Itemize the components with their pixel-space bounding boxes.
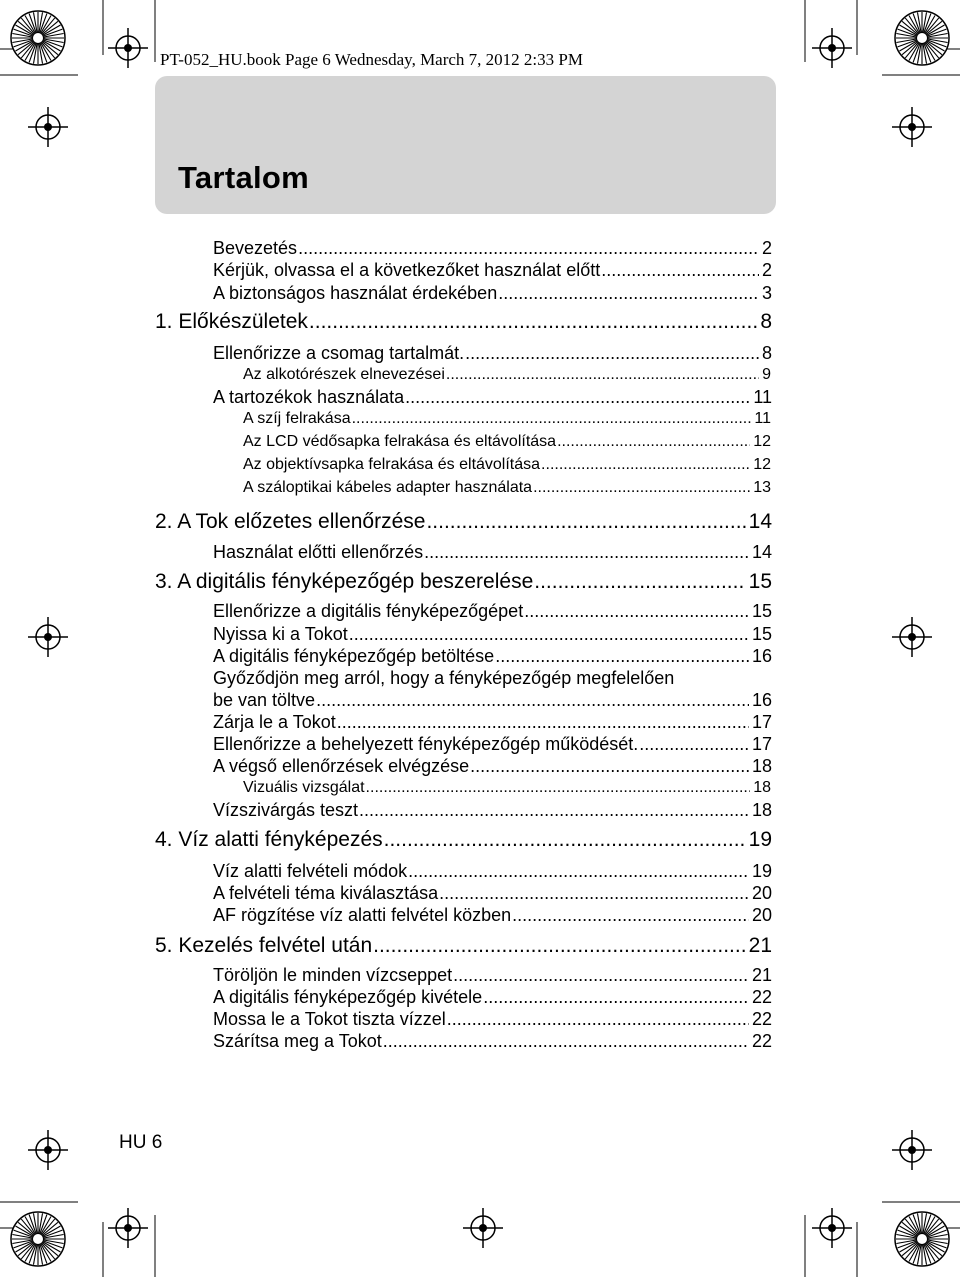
toc-entry-title: A végső ellenőrzések elvégzése: [213, 756, 470, 776]
toc-entry[interactable]: [213, 238, 772, 259]
toc-leader: [453, 965, 749, 986]
registration-dot: [124, 44, 132, 52]
toc-leader: [366, 779, 751, 797]
toc-entry[interactable]: [213, 646, 772, 667]
toc-entry-title: Bevezetés: [213, 238, 298, 258]
toc-leader: [465, 343, 759, 364]
toc-entry-page: 22: [751, 1031, 772, 1051]
toc-subentry[interactable]: [243, 366, 771, 384]
toc-entry[interactable]: [213, 283, 772, 304]
toc-entry[interactable]: [213, 861, 772, 882]
registration-dot: [479, 1224, 487, 1232]
toc-entry-page: 11: [753, 387, 772, 407]
color-target-center: [917, 33, 927, 43]
toc-leader: [483, 987, 749, 1008]
registration-dot: [828, 44, 836, 52]
toc-entry[interactable]: [213, 1009, 772, 1030]
toc-subentry[interactable]: [243, 479, 771, 497]
toc-leader: [316, 690, 749, 711]
toc-entry-title-line1[interactable]: Győződjön meg arról, hogy a fényképezőgép megfelelően: [213, 668, 675, 688]
toc-leader: [352, 410, 752, 428]
toc-entry-page: 22: [751, 987, 772, 1007]
toc-entry-title: AF rögzítése víz alatti felvétel közben: [213, 905, 512, 925]
registration-dot: [908, 633, 916, 641]
toc-entry-page: 17: [751, 712, 772, 732]
color-target-center: [33, 1234, 43, 1244]
toc-leader: [639, 734, 749, 755]
toc-leader: [495, 646, 749, 667]
toc-entry-title: Zárja le a Tokot: [213, 712, 336, 732]
toc-subentry[interactable]: [243, 456, 771, 474]
toc-entry-page: 17: [751, 734, 772, 754]
toc-entry-title: Használat előtti ellenőrzés: [213, 542, 424, 562]
registration-dot: [908, 123, 916, 131]
toc-entry-page: 20: [751, 905, 772, 925]
toc-entry-title: A biztonságos használat érdekében: [213, 283, 498, 303]
color-target-center: [33, 33, 43, 43]
toc-chapter-page: 14: [748, 510, 772, 533]
toc-leader: [298, 238, 759, 259]
toc-leader: [534, 570, 745, 594]
toc-chapter-title: 5. Kezelés felvétel után: [155, 934, 373, 957]
toc-entry-page: 15: [751, 601, 772, 621]
toc-entry[interactable]: [213, 965, 772, 986]
toc-entry-page: 12: [753, 433, 771, 450]
toc-entry[interactable]: [213, 343, 772, 364]
toc-leader: [524, 601, 749, 622]
toc-leader: [337, 712, 749, 733]
toc-entry[interactable]: [213, 905, 772, 926]
toc-subentry[interactable]: [243, 410, 771, 428]
toc-chapter[interactable]: [155, 510, 772, 534]
toc-leader: [533, 479, 750, 497]
toc-chapter[interactable]: [155, 934, 772, 958]
toc-leader: [383, 1031, 749, 1052]
registration-dot: [828, 1224, 836, 1232]
print-header: PT-052_HU.book Page 6 Wednesday, March 7, 2012 2:33 PM: [160, 50, 583, 69]
toc-chapter-page: 21: [748, 934, 772, 957]
toc-subentry[interactable]: [243, 433, 771, 451]
toc-leader: [349, 624, 749, 645]
toc-entry-title: Ellenőrizze a digitális fényképezőgépet: [213, 601, 524, 621]
toc-chapter-title: 1. Előkészületek: [155, 310, 308, 333]
toc-subentry[interactable]: [243, 779, 771, 797]
toc-entry-title: Mossa le a Tokot tiszta vízzel: [213, 1009, 446, 1029]
toc-entry-page: 13: [753, 479, 771, 496]
toc-entry-title: A szíj felrakása: [243, 410, 351, 427]
toc-entry-page: 8: [761, 343, 772, 363]
toc-entry-title: Vizuális vizsgálat: [243, 779, 365, 796]
toc-chapter[interactable]: [155, 310, 772, 334]
toc-leader: [408, 861, 749, 882]
toc-entry-title: Vízszivárgás teszt: [213, 800, 359, 820]
toc-entry[interactable]: [213, 756, 772, 777]
toc-entry[interactable]: [213, 601, 772, 622]
registration-dot: [44, 123, 52, 131]
toc-entry-title: A tartozékok használata: [213, 387, 405, 407]
toc-entry[interactable]: [213, 800, 772, 821]
toc-entry-page: 22: [751, 1009, 772, 1029]
toc-entry-page: 18: [753, 779, 771, 796]
toc-entry-page: 19: [751, 861, 772, 881]
toc-entry-title-line2: be van töltve: [213, 690, 316, 710]
toc-leader: [601, 260, 759, 281]
toc-entry-page: 20: [751, 883, 772, 903]
toc-entry-page: 16: [751, 690, 772, 710]
toc-leader: [424, 542, 749, 563]
toc-entry-title: Az LCD védősapka felrakása és eltávolítása: [243, 433, 557, 450]
toc-entry[interactable]: [213, 542, 772, 563]
toc-leader: [447, 1009, 749, 1030]
toc-entry-page: 2: [761, 260, 772, 280]
toc-entry[interactable]: [213, 690, 772, 711]
toc-leader: [498, 283, 759, 304]
toc-entry-page: 21: [751, 965, 772, 985]
color-target-center: [917, 1234, 927, 1244]
page-title: Tartalom: [178, 160, 310, 195]
toc-entry-page: 12: [753, 456, 771, 473]
registration-dot: [908, 1146, 916, 1154]
toc-entry-title: Nyissa ki a Tokot: [213, 624, 348, 644]
toc-entry-title: Az alkotórészek elnevezései: [243, 366, 445, 383]
toc-entry-page: 9: [762, 366, 771, 383]
toc-chapter-page: 8: [760, 310, 772, 333]
toc-entry-page: 16: [751, 646, 772, 666]
registration-dot: [44, 1146, 52, 1154]
toc-entry-page: 18: [751, 800, 772, 820]
registration-dot: [44, 633, 52, 641]
toc-leader: [439, 883, 749, 904]
toc-leader: [384, 828, 746, 852]
toc-entry-title: Az objektívsapka felrakása és eltávolítása: [243, 456, 541, 473]
toc-chapter[interactable]: [155, 570, 772, 594]
toc-entry-title: A digitális fényképezőgép kivétele: [213, 987, 483, 1007]
toc-entry-title: A száloptikai kábeles adapter használata: [243, 479, 533, 496]
toc-entry-page: 14: [751, 542, 772, 562]
toc-entry-title: Ellenőrizze a csomag tartalmát.: [213, 343, 465, 363]
toc-entry-title: A felvételi téma kiválasztása: [213, 883, 439, 903]
toc-entry-page: 3: [761, 283, 772, 303]
page-number: HU 6: [119, 1132, 163, 1153]
toc-entry-title: Ellenőrizze a behelyezett fényképezőgép működését.: [213, 734, 639, 754]
toc-leader: [446, 366, 759, 384]
toc-chapter-title: 2. A Tok előzetes ellenőrzése: [155, 510, 426, 533]
toc-entry-page: 2: [761, 238, 772, 258]
toc-entry[interactable]: [213, 883, 772, 904]
toc-entry[interactable]: [213, 260, 772, 281]
toc-leader: [309, 310, 757, 334]
toc-leader: [405, 387, 750, 408]
toc-entry-page: 11: [754, 410, 771, 427]
toc-chapter[interactable]: [155, 828, 772, 852]
toc-leader: [557, 433, 750, 451]
toc-entry-page: 15: [751, 624, 772, 644]
registration-dot: [124, 1224, 132, 1232]
toc-leader: [373, 934, 746, 958]
toc-entry-page: 18: [751, 756, 772, 776]
toc-leader: [512, 905, 749, 926]
toc-leader: [426, 510, 745, 534]
toc-entry-title: A digitális fényképezőgép betöltése: [213, 646, 495, 666]
toc-entry[interactable]: [213, 987, 772, 1008]
toc-entry[interactable]: [213, 734, 772, 755]
toc-chapter-page: 19: [748, 828, 772, 851]
toc-leader: [359, 800, 749, 821]
toc-leader: [470, 756, 749, 777]
toc-entry[interactable]: [213, 387, 772, 408]
toc-entry[interactable]: [213, 712, 772, 733]
toc-entry[interactable]: [213, 624, 772, 645]
toc-entry[interactable]: [213, 1031, 772, 1052]
toc-entry-title: Töröljön le minden vízcseppet: [213, 965, 453, 985]
toc-entry-title: Kérjük, olvassa el a következőket használat előtt: [213, 260, 601, 280]
toc-chapter-title: 4. Víz alatti fényképezés: [155, 828, 383, 851]
toc-entry-title: Víz alatti felvételi módok: [213, 861, 408, 881]
toc-chapter-title: 3. A digitális fényképezőgép beszerelése: [155, 570, 534, 593]
toc-leader: [541, 456, 750, 474]
toc-entry-title: Szárítsa meg a Tokot: [213, 1031, 382, 1051]
toc-chapter-page: 15: [748, 570, 772, 593]
